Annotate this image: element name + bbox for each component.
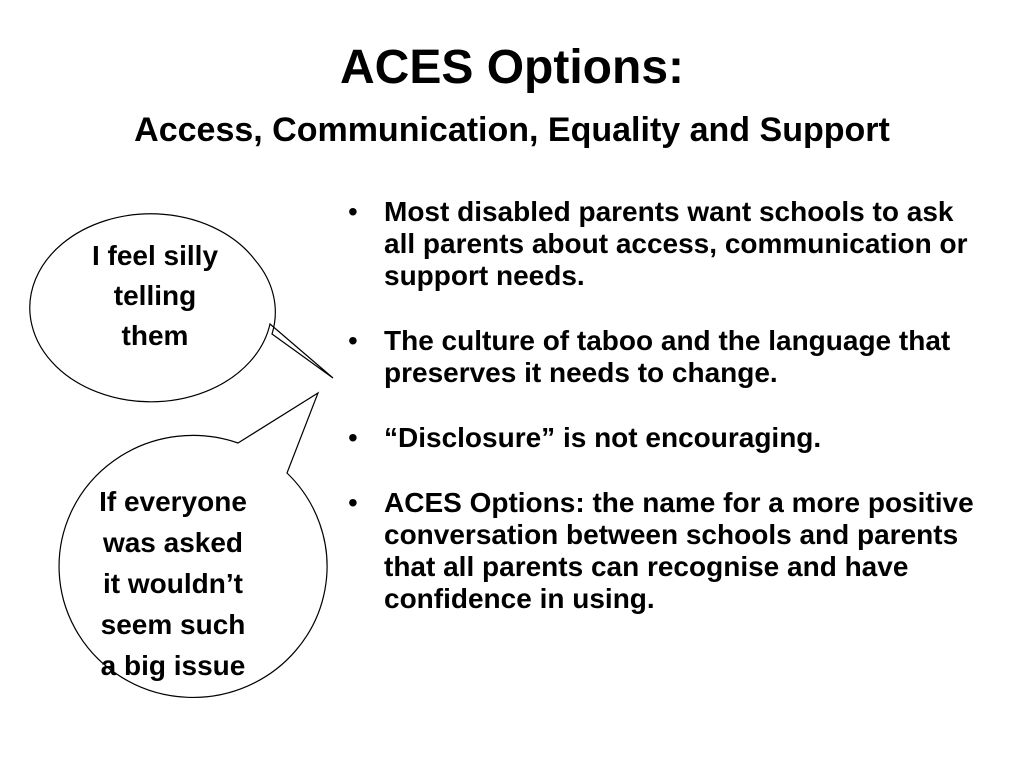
speech-bubble-1-text <box>50 236 260 356</box>
bullet-marker: • <box>348 422 358 453</box>
speech-bubble-1-line: I feel silly <box>91 240 219 271</box>
bullet-item <box>340 487 980 615</box>
speech-bubble-2-line: seem such <box>100 609 246 640</box>
slide-title: ACES Options: <box>340 41 684 94</box>
speech-bubble-2-line: it wouldn’t <box>103 568 243 599</box>
speech-bubble-1-line: telling <box>113 280 197 311</box>
speech-bubble-2-text <box>58 481 288 686</box>
bullet-marker: • <box>348 487 358 518</box>
bullet-item <box>340 325 980 389</box>
bullet-item <box>340 422 980 454</box>
bullet-text: The culture of taboo and the language that preserves it needs to change. <box>384 325 951 388</box>
bullet-text: “Disclosure” is not encouraging. <box>384 422 822 453</box>
bullet-marker: • <box>348 325 358 356</box>
bullet-list <box>340 196 980 648</box>
bullet-text: ACES Options: the name for a more positive conversation between schools and parents that all parents can recognise and have confidence in using. <box>384 487 974 614</box>
slide-subtitle: Access, Communication, Equality and Support <box>134 111 890 149</box>
speech-bubble-2-line: was asked <box>102 527 244 558</box>
bullet-text: Most disabled parents want schools to ask all parents about access, communication or support needs. <box>384 196 968 291</box>
bullet-marker: • <box>348 196 358 227</box>
speech-bubble-2-line: If everyone <box>99 486 247 517</box>
speech-bubble-2-line: a big issue <box>100 650 246 681</box>
speech-bubble-1-line: them <box>121 320 189 351</box>
bullet-item <box>340 196 980 292</box>
